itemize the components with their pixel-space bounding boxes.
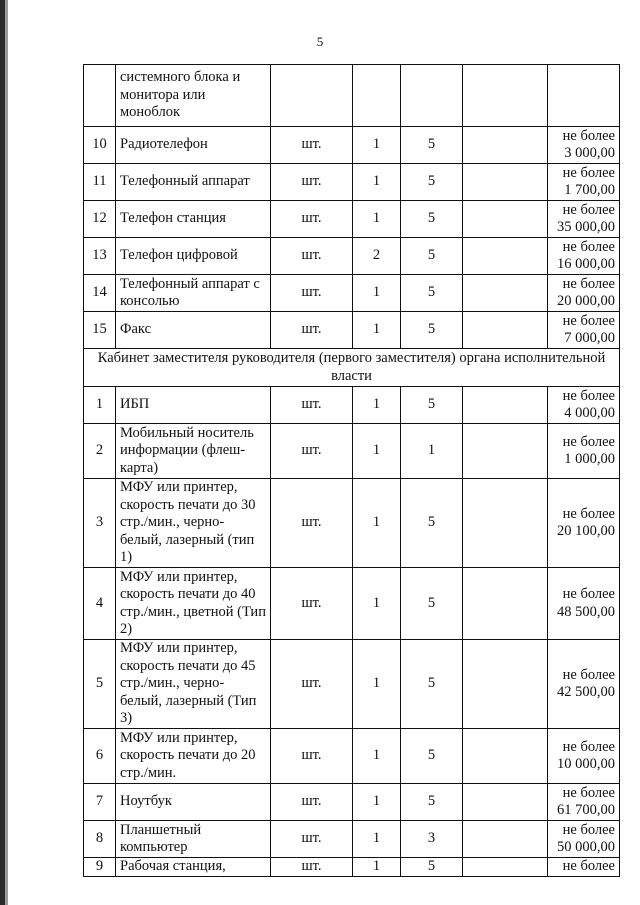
item-extra — [463, 127, 548, 164]
scan-edge-shadow — [5, 0, 8, 905]
item-name: Телефон станция — [116, 201, 271, 238]
item-service-life: 5 — [401, 858, 463, 877]
item-quantity: 2 — [353, 238, 401, 275]
item-name: Планшетный компьютер — [116, 821, 271, 858]
item-name: МФУ или принтер, скорость печати до 20 стр./мин. — [116, 729, 271, 784]
page-number: 5 — [316, 34, 324, 49]
table-row — [84, 729, 620, 784]
item-unit: шт. — [271, 238, 353, 275]
item-name: Радиотелефон — [116, 127, 271, 164]
item-price: не более 16 000,00 — [548, 238, 620, 275]
table-row — [84, 387, 620, 424]
item-extra — [463, 424, 548, 479]
table-row — [84, 275, 620, 312]
item-service-life: 5 — [401, 127, 463, 164]
item-number: 6 — [84, 729, 116, 784]
item-name: системного блока и монитора или моноблок — [116, 65, 271, 127]
item-service-life: 5 — [401, 568, 463, 640]
item-price: не более 4 000,00 — [548, 387, 620, 424]
item-unit: шт. — [271, 479, 353, 568]
item-unit: шт. — [271, 568, 353, 640]
item-quantity: 1 — [353, 858, 401, 877]
item-unit: шт. — [271, 821, 353, 858]
equipment-table — [83, 64, 620, 877]
item-number: 12 — [84, 201, 116, 238]
item-unit: шт. — [271, 424, 353, 479]
item-price: не более 3 000,00 — [548, 127, 620, 164]
table-row — [84, 640, 620, 729]
item-unit: шт. — [271, 275, 353, 312]
item-name: Мобильный носитель информации (флеш-карта) — [116, 424, 271, 479]
table-row — [84, 312, 620, 349]
item-number: 1 — [84, 387, 116, 424]
section-header-row — [84, 349, 620, 387]
item-quantity: 1 — [353, 387, 401, 424]
item-service-life — [401, 65, 463, 127]
item-number: 2 — [84, 424, 116, 479]
item-name: Телефон цифровой — [116, 238, 271, 275]
item-name: Телефонный аппарат с консолью — [116, 275, 271, 312]
item-name: ИБП — [116, 387, 271, 424]
item-extra — [463, 65, 548, 127]
item-number: 7 — [84, 784, 116, 821]
item-price: не более 61 700,00 — [548, 784, 620, 821]
item-price: не более 48 500,00 — [548, 568, 620, 640]
table-row — [84, 784, 620, 821]
item-price: не более 20 000,00 — [548, 275, 620, 312]
item-name: МФУ или принтер, скорость печати до 30 стр./мин., черно-белый, лазерный (тип 1) — [116, 479, 271, 568]
item-extra — [463, 164, 548, 201]
item-extra — [463, 784, 548, 821]
item-name: Рабочая станция, — [116, 858, 271, 877]
table-row — [84, 201, 620, 238]
table-row — [84, 238, 620, 275]
item-extra — [463, 858, 548, 877]
table-body — [84, 65, 620, 877]
item-quantity: 1 — [353, 275, 401, 312]
table-row — [84, 127, 620, 164]
table-row — [84, 821, 620, 858]
item-unit: шт. — [271, 127, 353, 164]
item-quantity: 1 — [353, 568, 401, 640]
item-price: не более 1 000,00 — [548, 424, 620, 479]
table-row — [84, 479, 620, 568]
item-number — [84, 65, 116, 127]
item-name: Ноутбук — [116, 784, 271, 821]
item-number: 8 — [84, 821, 116, 858]
item-service-life: 5 — [401, 387, 463, 424]
item-number: 9 — [84, 858, 116, 877]
item-name: Телефонный аппарат — [116, 164, 271, 201]
item-extra — [463, 387, 548, 424]
item-service-life: 5 — [401, 312, 463, 349]
item-name: Факс — [116, 312, 271, 349]
item-number: 5 — [84, 640, 116, 729]
item-unit: шт. — [271, 312, 353, 349]
item-price — [548, 65, 620, 127]
item-unit: шт. — [271, 640, 353, 729]
item-unit: шт. — [271, 858, 353, 877]
item-unit: шт. — [271, 729, 353, 784]
item-extra — [463, 275, 548, 312]
item-number: 11 — [84, 164, 116, 201]
item-service-life: 5 — [401, 275, 463, 312]
item-extra — [463, 568, 548, 640]
item-quantity: 1 — [353, 479, 401, 568]
table-row — [84, 568, 620, 640]
item-name: МФУ или принтер, скорость печати до 45 стр./мин., черно-белый, лазерный (Тип 3) — [116, 640, 271, 729]
item-quantity: 1 — [353, 164, 401, 201]
item-quantity — [353, 65, 401, 127]
item-unit: шт. — [271, 784, 353, 821]
item-quantity: 1 — [353, 821, 401, 858]
item-price: не более 20 100,00 — [548, 479, 620, 568]
item-quantity: 1 — [353, 640, 401, 729]
item-price: не более 1 700,00 — [548, 164, 620, 201]
table-row — [84, 65, 620, 127]
item-quantity: 1 — [353, 424, 401, 479]
item-service-life: 5 — [401, 729, 463, 784]
item-extra — [463, 201, 548, 238]
item-extra — [463, 821, 548, 858]
item-extra — [463, 479, 548, 568]
item-unit — [271, 65, 353, 127]
item-price: не более 50 000,00 — [548, 821, 620, 858]
item-service-life: 5 — [401, 784, 463, 821]
item-number: 15 — [84, 312, 116, 349]
item-unit: шт. — [271, 164, 353, 201]
item-price: не более 7 000,00 — [548, 312, 620, 349]
item-number: 4 — [84, 568, 116, 640]
item-price: не более 10 000,00 — [548, 729, 620, 784]
table-row — [84, 858, 620, 877]
item-name: МФУ или принтер, скорость печати до 40 стр./мин., цветной (Тип 2) — [116, 568, 271, 640]
item-service-life: 5 — [401, 479, 463, 568]
item-price: не более 42 500,00 — [548, 640, 620, 729]
item-unit: шт. — [271, 387, 353, 424]
item-quantity: 1 — [353, 201, 401, 238]
section-title: Кабинет заместителя руководителя (первого заместителя) органа исполнительной власти — [84, 349, 620, 387]
item-service-life: 5 — [401, 164, 463, 201]
item-service-life: 5 — [401, 238, 463, 275]
item-service-life: 1 — [401, 424, 463, 479]
item-service-life: 5 — [401, 201, 463, 238]
item-extra — [463, 312, 548, 349]
item-unit: шт. — [271, 201, 353, 238]
item-service-life: 3 — [401, 821, 463, 858]
item-number: 14 — [84, 275, 116, 312]
item-number: 13 — [84, 238, 116, 275]
item-quantity: 1 — [353, 127, 401, 164]
item-price: не более — [548, 858, 620, 877]
item-quantity: 1 — [353, 784, 401, 821]
item-extra — [463, 729, 548, 784]
item-quantity: 1 — [353, 312, 401, 349]
table-row — [84, 424, 620, 479]
item-number: 3 — [84, 479, 116, 568]
table-row — [84, 164, 620, 201]
item-quantity: 1 — [353, 729, 401, 784]
item-extra — [463, 238, 548, 275]
item-number: 10 — [84, 127, 116, 164]
item-service-life: 5 — [401, 640, 463, 729]
item-extra — [463, 640, 548, 729]
item-price: не более 35 000,00 — [548, 201, 620, 238]
